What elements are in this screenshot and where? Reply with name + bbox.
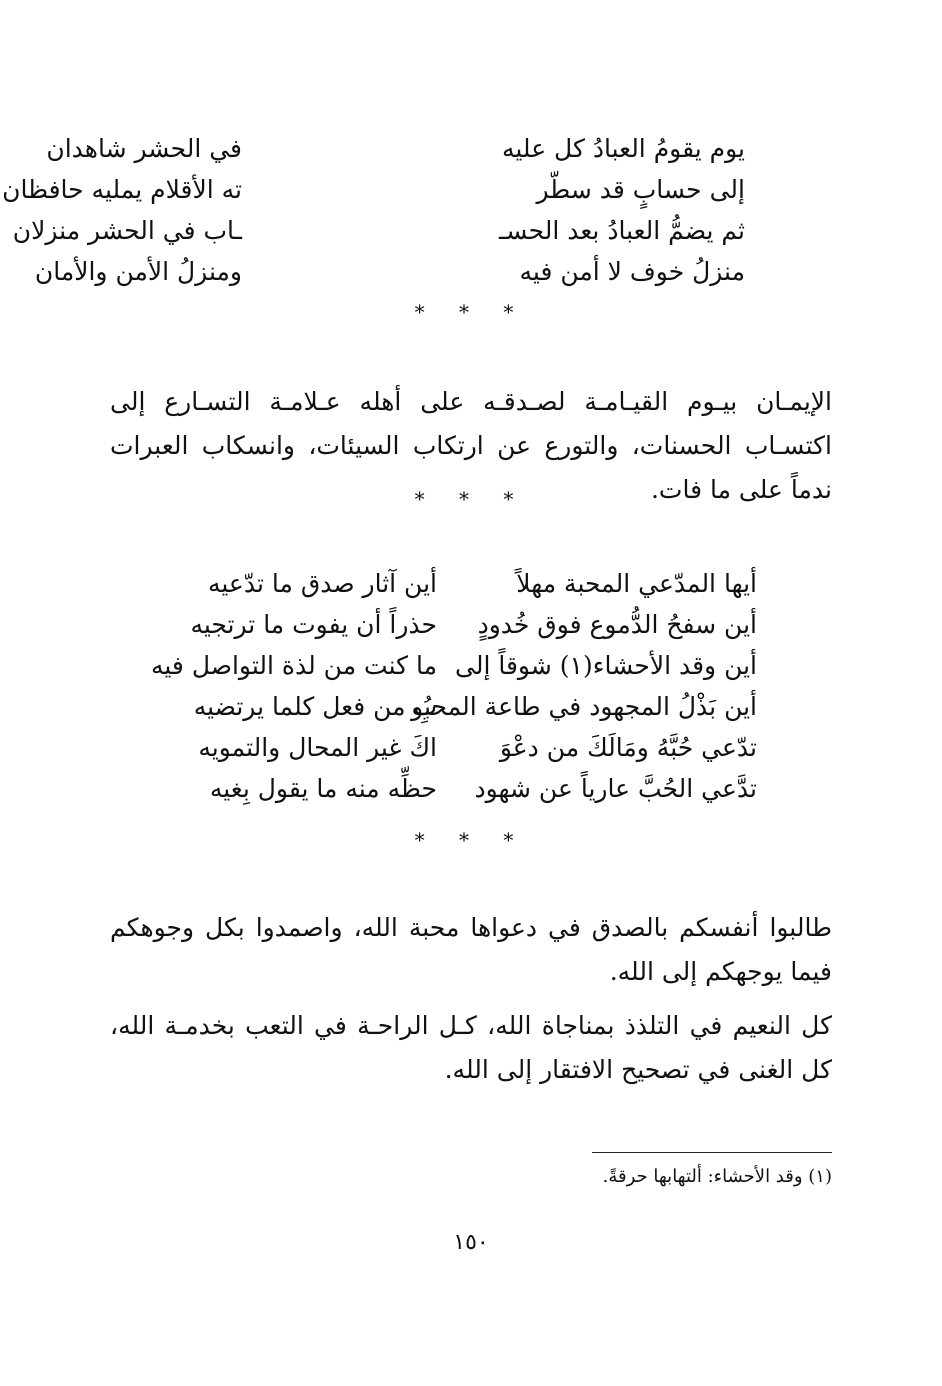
verse-line bbox=[0, 128, 942, 169]
page-number: ١٥٠ bbox=[453, 1230, 489, 1255]
paragraph-faith: الإيمـان بيـوم القيـامـة لصـدقـه على أهله عـلامـة التسـارع إلى اكتسـاب الحسنات، والتورع عن ارتكاب السيئات، وانسكاب العبرات ندماً على ما فات. bbox=[110, 387, 832, 504]
verse-line bbox=[0, 604, 942, 645]
section-separator: * * * bbox=[414, 487, 528, 511]
verse-second-hemistich: أين آثار صدق ما تدّعيه bbox=[207, 569, 437, 598]
verse-second-hemistich: ـاب في الحشر منزلان bbox=[12, 216, 242, 245]
verse-line bbox=[0, 727, 942, 768]
verse-first-hemistich: منزلُ خوف لا أمن فيه bbox=[519, 257, 745, 286]
paragraph-seek-truth: طالبوا أنفسكم بالصدق في دعواها محبة الله، واصمدوا بكل وجوهكم فيما يوجهكم إلى الله. bbox=[110, 913, 832, 986]
verse-first-hemistich: أين سفحُ الدُّموع فوق خُدودٍ bbox=[477, 610, 757, 639]
verse-second-hemistich: ومنزلُ الأمن والأمان bbox=[34, 257, 242, 286]
section-separator: * * * bbox=[414, 828, 528, 852]
verse-first-hemistich: إلى حسابٍ قد سطّر bbox=[536, 175, 745, 204]
verse-first-hemistich: أيها المدّعي المحبة مهلاً bbox=[516, 569, 757, 598]
verse-first-hemistich: يوم يقومُ العبادُ كل عليه bbox=[501, 134, 745, 163]
verse-line bbox=[0, 645, 942, 686]
verse-first-hemistich: أين بَذْلُ المجهود في طاعة المحبُو bbox=[411, 692, 757, 721]
verse-line bbox=[0, 251, 942, 292]
verse-line bbox=[0, 563, 942, 604]
poem-block-2 bbox=[0, 563, 942, 809]
verse-line bbox=[0, 210, 942, 251]
verse-first-hemistich: تدّعي حُبَّهُ ومَالَكَ من دعْوَ bbox=[499, 733, 757, 762]
verse-second-hemistich: حظِّه منه ما يقول بِغيه bbox=[209, 774, 437, 803]
poem-block-1 bbox=[0, 128, 942, 292]
section-separator: * * * bbox=[414, 300, 528, 324]
verse-first-hemistich: ثم يضمُّ العبادُ بعد الحسـ bbox=[498, 216, 745, 245]
verse-line bbox=[0, 686, 942, 727]
verse-line bbox=[0, 768, 942, 809]
verse-first-hemistich: أين وقد الأحشاء(١) شوقاً إلى bbox=[455, 651, 757, 680]
footnote: (١) وقد الأحشاء: ألتهابها حرقةً. bbox=[602, 1166, 832, 1187]
verse-first-hemistich: تدَّعي الحُبَّ عارياً عن شهود bbox=[474, 774, 757, 803]
verse-second-hemistich: في الحشر شاهدان bbox=[46, 134, 242, 163]
verse-second-hemistich: حذراً أن يفوت ما ترتجيه bbox=[190, 610, 437, 639]
verse-second-hemistich: اكَ غير المحال والتمويه bbox=[198, 733, 437, 762]
paragraph-bliss: كل النعيم في التلذذ بمناجاة الله، كـل الراحـة في التعب بخدمـة الله، كل الغنى في تصحيح الافتقار إلى الله. bbox=[110, 1011, 832, 1084]
verse-line bbox=[0, 169, 942, 210]
footnote-divider bbox=[592, 1152, 832, 1153]
verse-second-hemistich: ما كنت من لذة التواصل فيه bbox=[150, 651, 437, 680]
verse-second-hemistich: ته الأقلام يمليه حافظان bbox=[2, 175, 242, 204]
verse-second-hemistich: بِ من فعل كلما يرتضيه bbox=[193, 692, 437, 721]
